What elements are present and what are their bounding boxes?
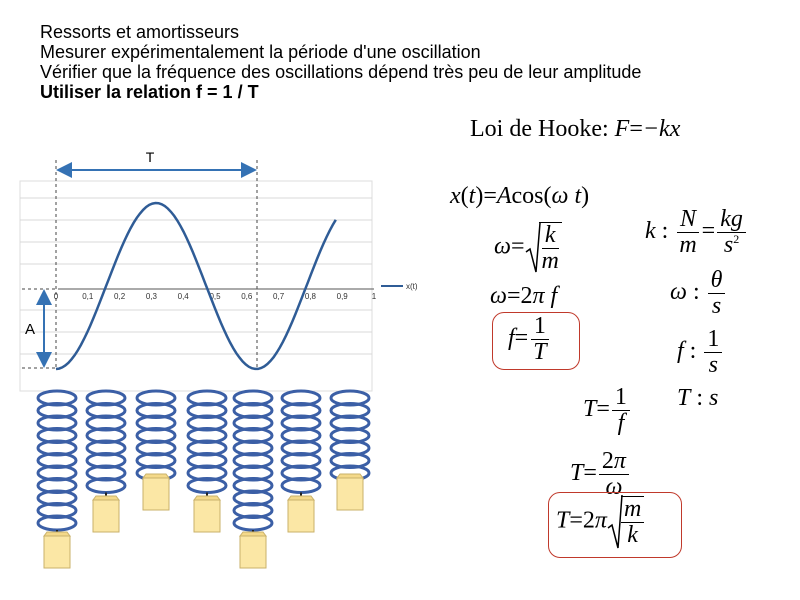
spring (282, 391, 320, 532)
x-tick-label: 0,7 (273, 292, 285, 301)
intro-line-2: Mesurer expérimentalement la période d'une oscillation (40, 42, 481, 62)
intro-line-3: Vérifier que la fréquence des oscillations dépend très peu de leur amplitude (40, 62, 642, 82)
formula-f-eq: f= $\frac{1}{T}$ (508, 314, 552, 365)
hooke-label: Loi de Hooke: (470, 116, 609, 142)
formula-omega-2pif: ω=2π f (490, 283, 558, 309)
x-tick-label: 0,4 (177, 292, 189, 301)
x-tick-label: 0,2 (114, 292, 126, 301)
x-tick-label: 0,3 (145, 292, 157, 301)
spring (38, 391, 76, 568)
weight-top (240, 532, 266, 536)
weight-top (194, 496, 220, 500)
amplitude-label: A (24, 321, 36, 338)
unit-k: k : $\frac{N}{m}$ = $\frac{kg}{s^2}$ (645, 207, 748, 258)
weight-top (337, 474, 363, 478)
x-tick-label: 0,9 (336, 292, 348, 301)
weight-top (143, 474, 169, 478)
formula-x-of-t: x(t)=Acos(ω t) (450, 183, 590, 209)
spring (137, 391, 175, 510)
formula-T-1f: T= $\frac{1}{f}$ (583, 385, 632, 436)
weight-block (194, 500, 220, 532)
formula-T-2pi-omega: T= $\frac{2\pi}{\omega}$ (570, 449, 631, 500)
weight-top (93, 496, 119, 500)
formula-T-sqrt: T=2π $\frac{m}{k}$ (556, 494, 646, 550)
x-tick-label: 0,1 (82, 292, 94, 301)
spring (331, 391, 369, 510)
weight-block (143, 478, 169, 510)
x-tick-label: 0,5 (209, 292, 221, 301)
weight-block (93, 500, 119, 532)
weight-block (337, 478, 363, 510)
x-tick-label: 0 (53, 292, 59, 301)
legend-label: x(t) (406, 282, 418, 291)
x-tick-label: 0,8 (304, 292, 316, 301)
unit-T: T : s (677, 385, 719, 411)
spring (188, 391, 226, 532)
intro-line-1: Ressorts et amortisseurs (40, 22, 240, 42)
hooke-rhs: −kx (642, 116, 681, 142)
unit-f: f : $\frac{1}{s}$ (677, 327, 724, 378)
intro-line-4: Utiliser la relation f = 1 / T (40, 82, 259, 102)
weight-block (288, 500, 314, 532)
springs-row (38, 391, 369, 568)
x-tick-label: 0,6 (241, 292, 253, 301)
formula-omega-sqrt: ω= $\frac{k}{m}$ (494, 222, 564, 274)
weight-block (240, 536, 266, 568)
weight-top (288, 496, 314, 500)
hooke-law: Loi de Hooke: F=−kx (470, 116, 681, 142)
spring (87, 391, 125, 532)
weight-block (44, 536, 70, 568)
weight-top (44, 532, 70, 536)
period-label: T (145, 149, 155, 165)
spring (234, 391, 272, 568)
hooke-lhs: F (614, 116, 630, 142)
x-tick-label: 1 (371, 292, 377, 301)
unit-omega: ω : $\frac{\theta}{s}$ (670, 268, 727, 319)
